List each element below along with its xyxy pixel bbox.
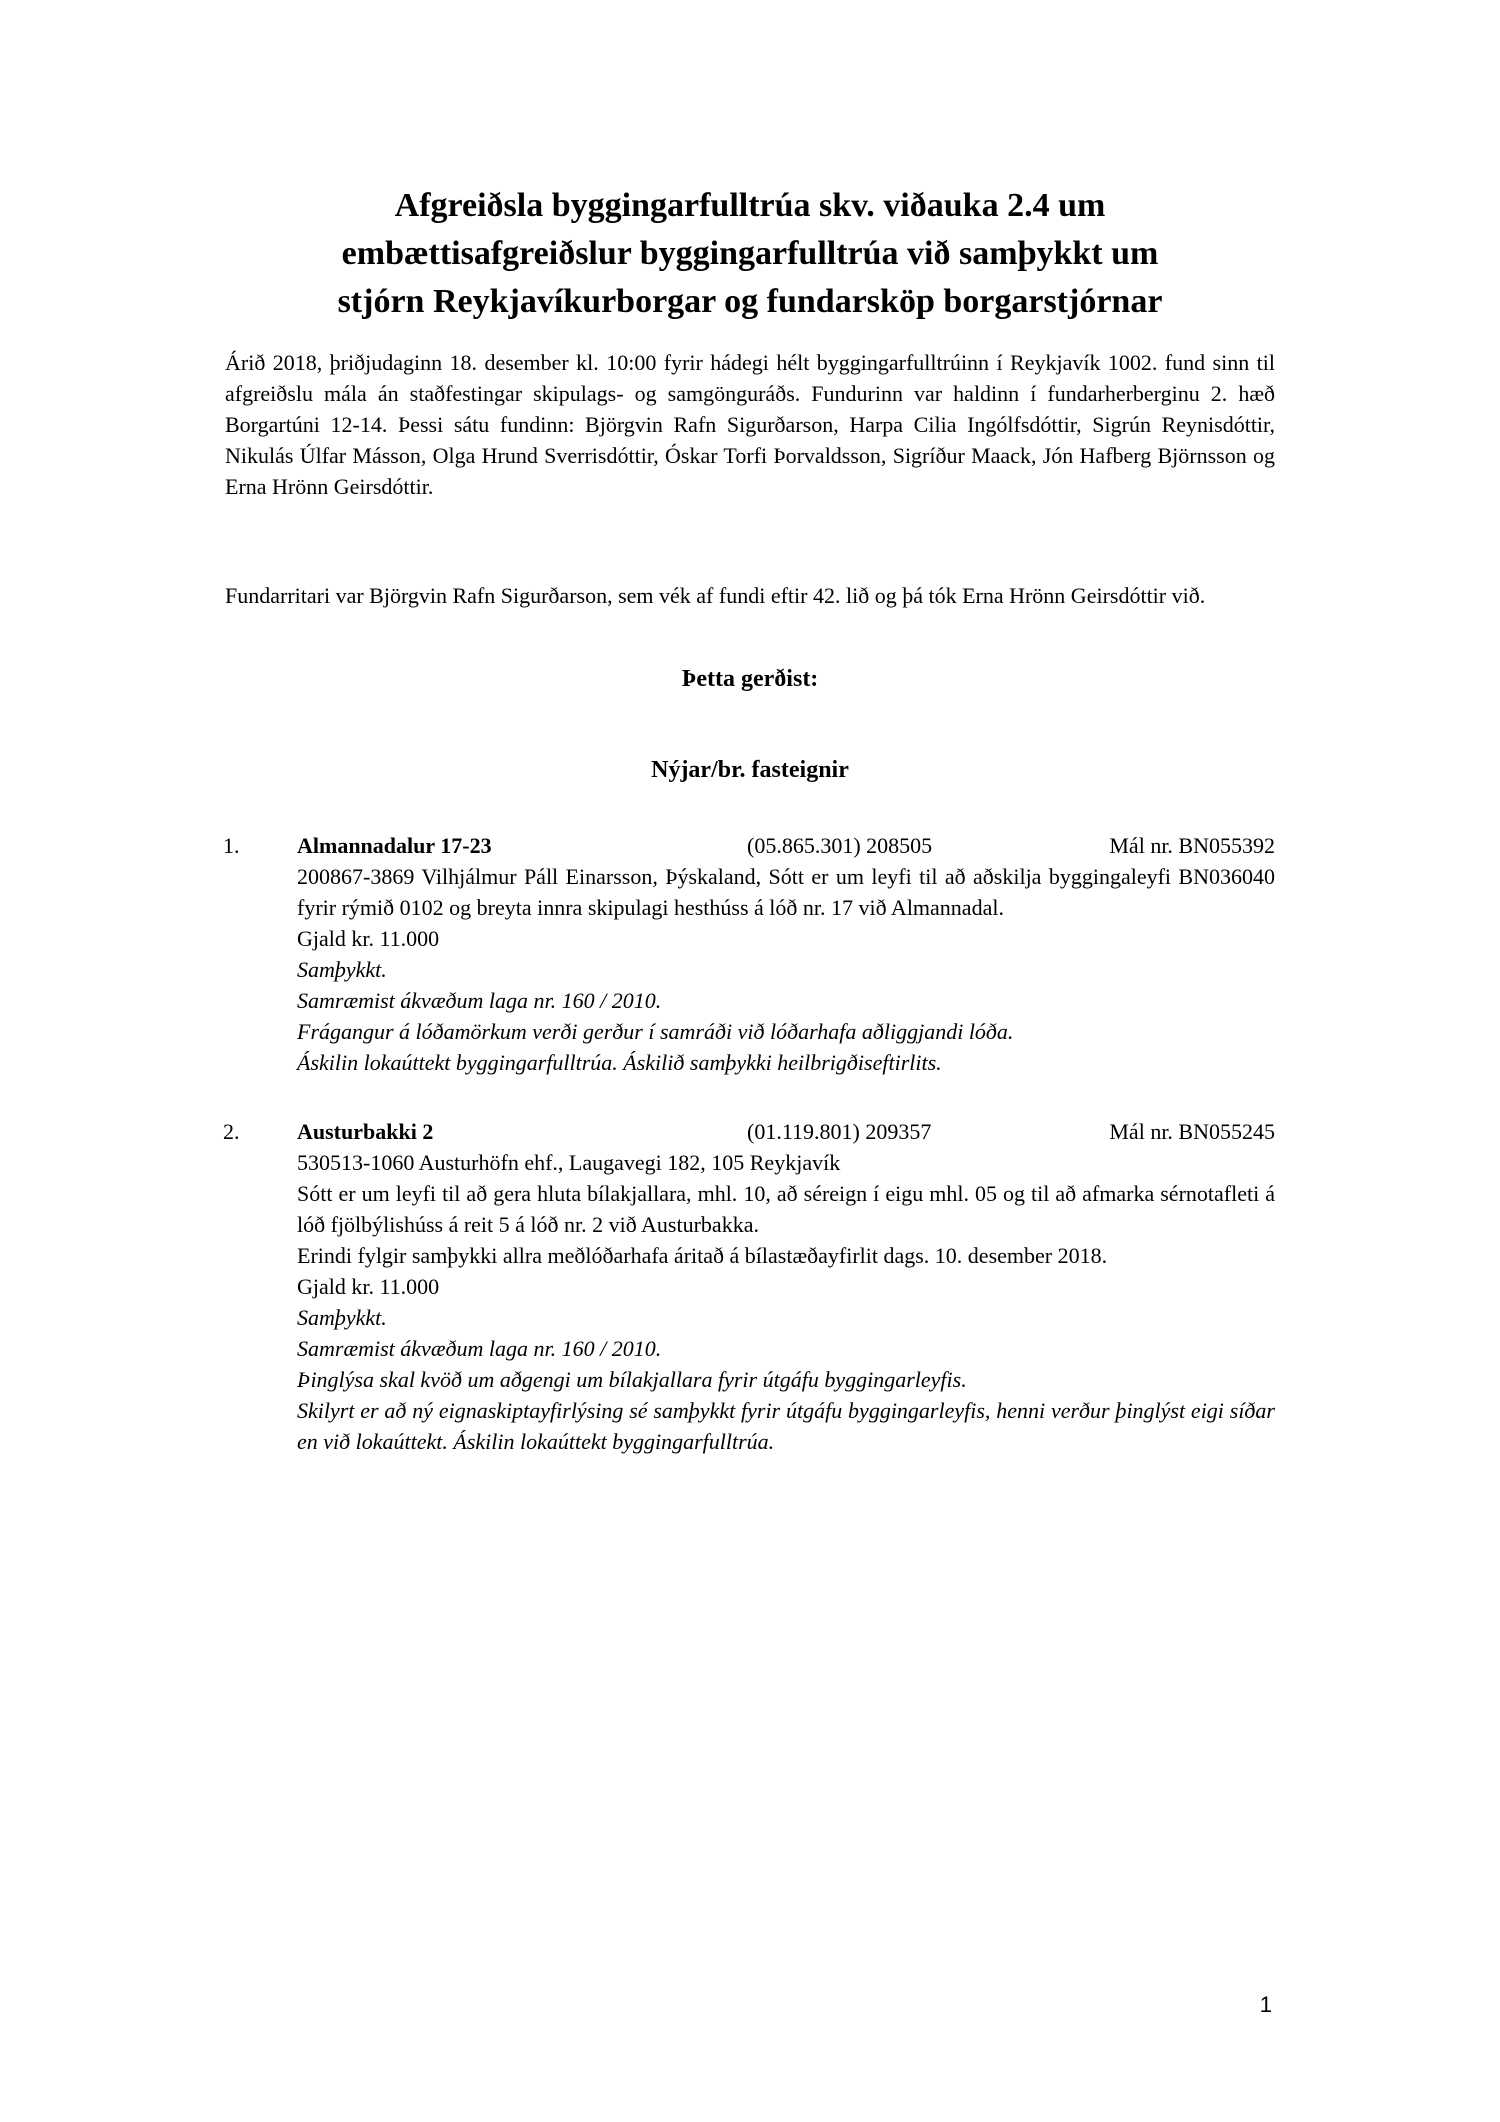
case-address: Almannadalur 17-23 — [297, 833, 492, 858]
case-body-line: Erindi fylgir samþykki allra meðlóðarhafa áritað á bílastæðayfirlit dags. 10. desember 2018. — [297, 1243, 1108, 1268]
case-body-line: 530513-1060 Austurhöfn ehf., Laugavegi 182, 105 Reykjavík — [297, 1150, 841, 1175]
case-body-line: 200867-3869 Vilhjálmur Páll Einarsson, Þýskaland, Sótt er um leyfi til að aðskilja byggingaleyfi BN036040 fyrir rýmið 0102 og breyta innra skipulagi hesthúss á lóð nr. 17 við Almannadal. — [297, 864, 1275, 920]
case-item — [0, 1116, 1500, 1457]
case-reference-number: (05.865.301) 208505 — [747, 833, 933, 858]
case-body-line: Þinglýsa skal kvöð um aðgengi um bílakjallara fyrir útgáfu byggingarleyfis. — [297, 1367, 967, 1392]
case-item-content — [297, 1116, 1275, 1457]
case-item-body — [297, 1147, 1275, 1457]
case-body-line: Samþykkt. — [297, 957, 387, 982]
case-body-line: Samræmist ákvæðum laga nr. 160 / 2010. — [297, 1336, 662, 1361]
proceedings-heading: Þetta gerðist: — [681, 666, 819, 692]
case-body-line: Samræmist ákvæðum laga nr. 160 / 2010. — [297, 988, 662, 1013]
intro-paragraph-1: Árið 2018, þriðjudaginn 18. desember kl. 10:00 fyrir hádegi hélt byggingarfulltrúinn í Reykjavík 1002. fund sinn til afgreiðslu mála án staðfestingar skipulags- og samgönguráðs. Fundurinn var haldinn í fundarherberginu 2. hæð Borgartúni 12-14. Þessi sátu fundinn: Björgvin Rafn Sigurðarson, Harpa Cilia Ingólfsdóttir, Sigrún Reynisdóttir, Nikulás Úlfar Másson, Olga Hrund Sverrisdóttir, Óskar Torfi Þorvaldsson, Sigríður Maack, Jón Hafberg Björnsson og Erna Hrönn Geirsdóttir. — [225, 350, 1275, 499]
document-title: Afgreiðsla byggingarfulltrúa skv. viðauka 2.4 um embættisafgreiðslur byggingarfulltrúa við samþykkt um stjórn Reykjavíkurborgar og fundarsköp borgarstjórnar — [337, 187, 1163, 320]
case-body-line: Frágangur á lóðamörkum verði gerður í samráði við lóðarhafa aðliggjandi lóða. — [297, 1019, 1014, 1044]
case-body-line: Gjald kr. 11.000 — [297, 1274, 440, 1299]
case-item-content — [297, 830, 1275, 1078]
case-file-number: Mál nr. BN055392 — [1109, 833, 1275, 858]
case-item-number: 1. — [223, 833, 240, 858]
case-item-header — [297, 1116, 1275, 1147]
case-body-line: Áskilin lokaúttekt byggingarfulltrúa. Áskilið samþykki heilbrigðiseftirlits. — [297, 1050, 942, 1075]
case-item-number: 2. — [223, 1119, 240, 1144]
section-heading: Nýjar/br. fasteignir — [651, 757, 849, 783]
case-item-body — [297, 861, 1275, 1078]
case-item-list — [0, 830, 1500, 1457]
case-body-line: Gjald kr. 11.000 — [297, 926, 440, 951]
case-body-line: Skilyrt er að ný eignaskiptayfirlýsing sé samþykkt fyrir útgáfu byggingarleyfis, henni verður þinglýst eigi síðar en við lokaúttekt. Áskilin lokaúttekt byggingarfulltrúa. — [297, 1398, 1275, 1454]
case-body-line: Samþykkt. — [297, 1305, 387, 1330]
page-number: 1 — [1259, 1992, 1272, 2017]
case-file-number: Mál nr. BN055245 — [1109, 1119, 1275, 1144]
case-body-line: Sótt er um leyfi til að gera hluta bílakjallara, mhl. 10, að séreign í eigu mhl. 05 og til að afmarka sérnotafleti á lóð fjölbýlishúss á reit 5 á lóð nr. 2 við Austurbakka. — [297, 1181, 1275, 1237]
intro-paragraph-2: Fundarritari var Björgvin Rafn Sigurðarson, sem vék af fundi eftir 42. lið og þá tók Erna Hrönn Geirsdóttir við. — [225, 583, 1206, 608]
case-address: Austurbakki 2 — [297, 1119, 434, 1144]
case-item — [0, 830, 1500, 1078]
case-item-header — [297, 830, 1275, 861]
case-reference-number: (01.119.801) 209357 — [747, 1119, 932, 1144]
